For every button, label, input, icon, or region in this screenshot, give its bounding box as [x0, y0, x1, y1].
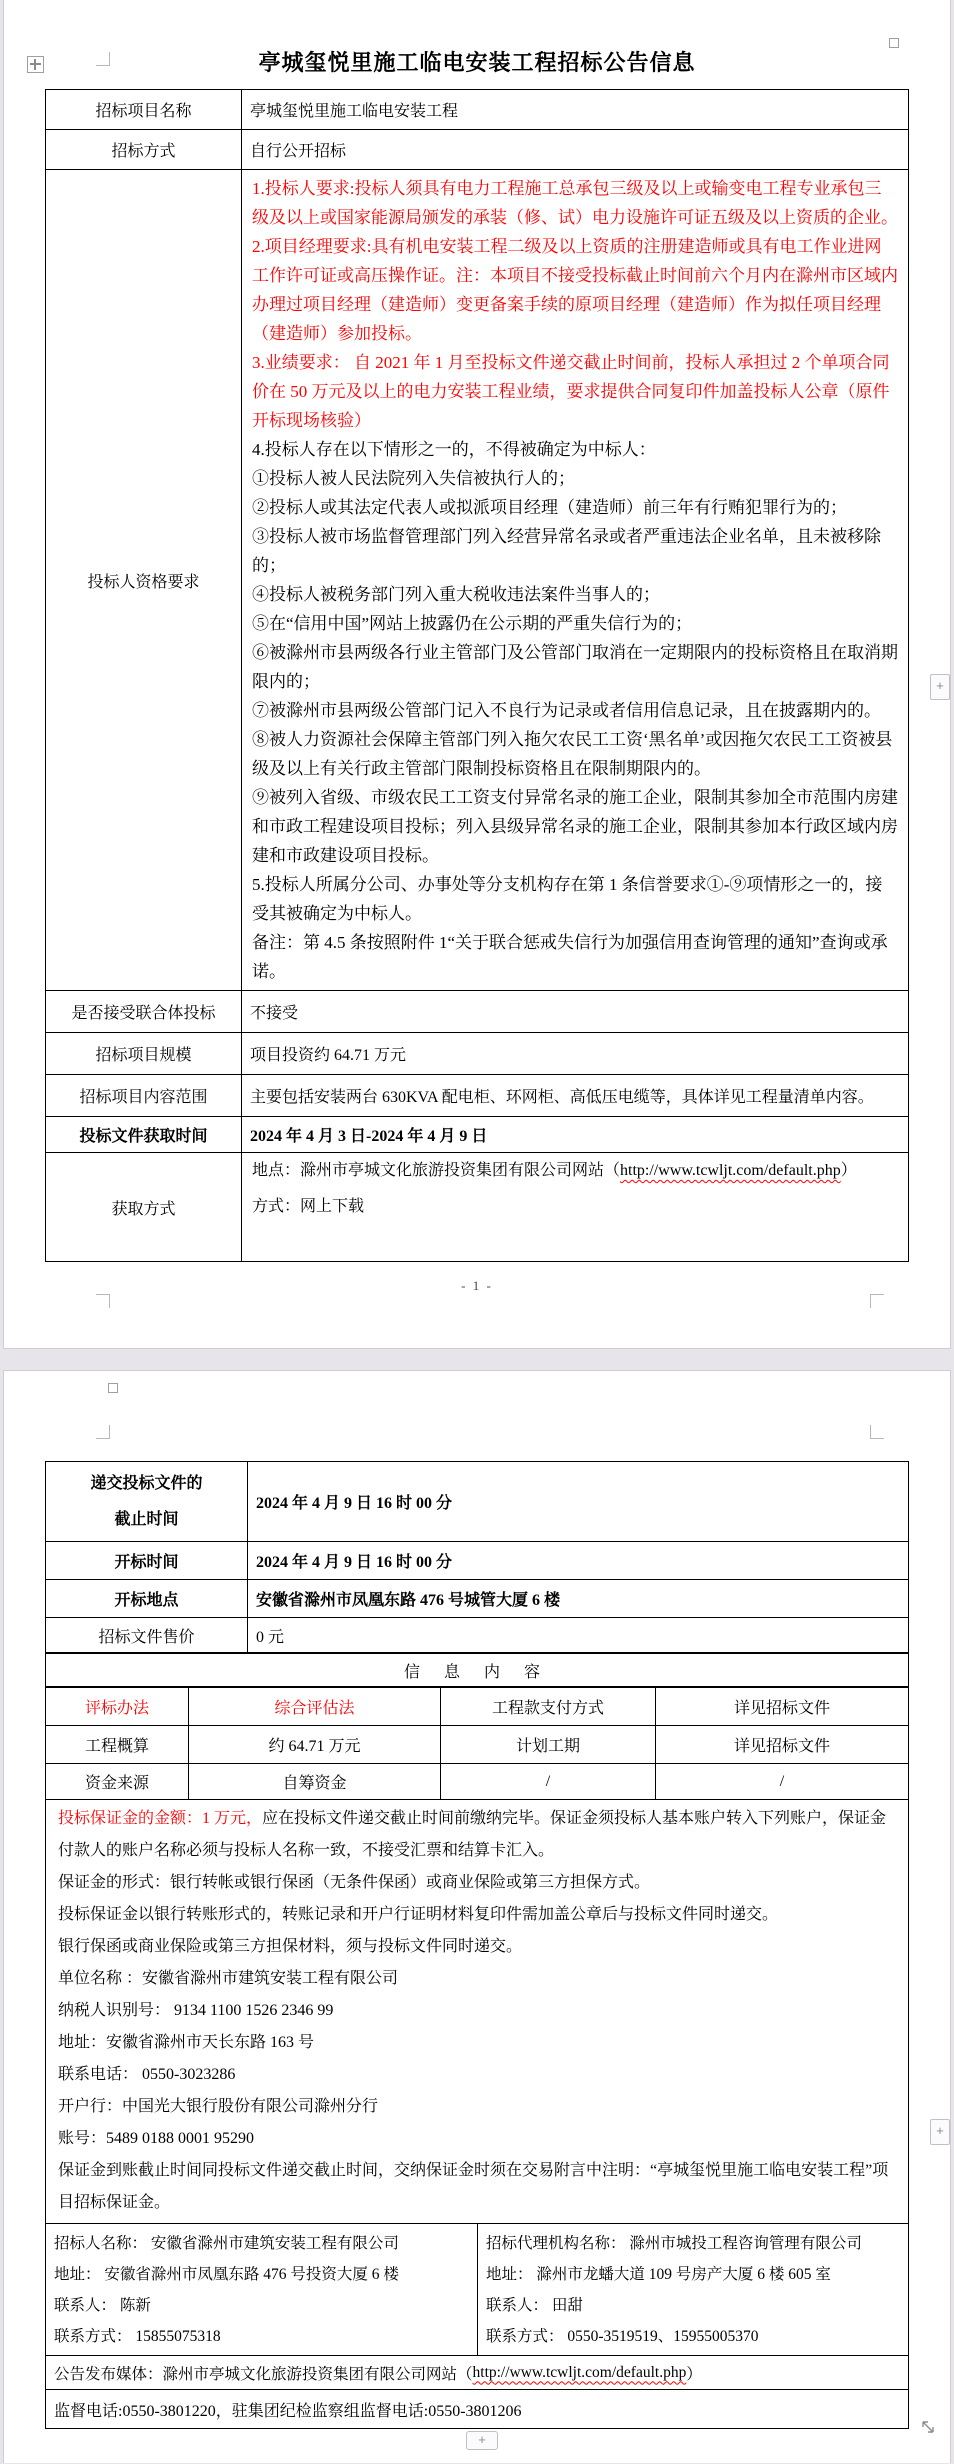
deposit-paragraph: 单位名称 ：安徽省滁州市建筑安装工程有限公司: [58, 1970, 399, 1987]
table-row: [46, 1580, 908, 1618]
deposit-paragraph: 保证金到账截止时间同投标文件递交截止时间，交纳保证金时须在交易附言中注明：“亭城玺悦里施工临电安装工程”项目招标保证金。: [58, 2162, 889, 2211]
deposit-amount: 投标保证金的金额：1 万元，: [58, 1810, 263, 1827]
agency-contact-line: 招标代理机构名称： 滁州市城投工程咨询管理有限公司: [486, 2235, 862, 2252]
margin-corner-mark: [96, 1294, 110, 1308]
deposit-paragraph: 开户行：中国光大银行股份有限公司滁州分行: [58, 2098, 379, 2115]
table-row: [46, 1618, 908, 1654]
qualification-item: ⑦被滁州市县两级公管部门记入不良行为记录或者信用信息记录，且在披露期内的。: [252, 701, 881, 720]
fund-slash: /: [441, 1764, 656, 1799]
row-label: 开标时间: [46, 1542, 248, 1579]
table-row-contacts: [46, 2224, 908, 2356]
row-label: 招标项目内容范围: [46, 1075, 242, 1116]
table-row: [46, 130, 908, 170]
media-url-link[interactable]: http://www.tcwljt.com/default.php: [472, 2363, 687, 2381]
deposit-paragraph: 投标保证金以银行转账形式的，转账记录和开户行证明材料复印件需加盖公章后与投标文件同时递交。: [58, 1906, 779, 1923]
row-value: 不接受: [250, 1005, 299, 1022]
row-label-text: 递交投标文件的截止时间: [90, 1474, 203, 1528]
payment-method-label: 工程款支付方式: [441, 1688, 656, 1725]
margin-corner-mark: [96, 1425, 110, 1439]
margin-corner-mark: [96, 52, 110, 66]
margin-corner-mark: [870, 1294, 884, 1308]
qualification-item: ⑤在“信用中国”网站上披露仍在公示期的严重失信行为的；: [252, 614, 693, 633]
row-value: 2024 年 4 月 9 日 16 时 00 分: [256, 1495, 453, 1512]
qualification-text: [242, 170, 908, 990]
deposit-paragraph: 地址：安徽省滁州市天长东路 163 号: [58, 2034, 315, 2051]
media-prefix: 公告发布媒体：滁州市亭城文化旅游投资集团有限公司网站（: [54, 2365, 473, 2383]
table-resize-handle[interactable]: [889, 38, 899, 48]
table-row-deposit: [46, 1800, 908, 2224]
obtain-location-suffix: ）: [840, 1162, 857, 1179]
table-anchor-handle[interactable]: [108, 1383, 118, 1393]
row-label: 投标文件获取时间: [46, 1117, 242, 1152]
deposit-text: [46, 1800, 908, 2223]
fund-value: 自筹资金: [189, 1764, 441, 1799]
supervision-text: 监督电话:0550-3801220，驻集团纪检监察组监督电话:0550-3801206: [54, 2402, 522, 2420]
row-label: 招标文件售价: [46, 1618, 248, 1652]
qualification-item: ③投标人被市场监督管理部门列入经营异常名录或者严重违法企业名单，且未被移除的；: [252, 527, 881, 575]
table-row: [46, 1726, 908, 1764]
row-value: 主要包括安装两台 630KVA 配电柜、环网柜、高低压电缆等，具体详见工程量清单内容。: [250, 1089, 874, 1106]
bidder-contact-line: 联系方式： 15855075318: [54, 2328, 221, 2345]
obtain-location-prefix: 地点：滁州市亭城文化旅游投资集团有限公司网站（: [252, 1162, 621, 1179]
obtain-text: [242, 1153, 908, 1261]
table-row: [46, 1688, 908, 1726]
deposit-intro-rest: 应在投标文件递交截止时间前缴纳完毕。保证金须投标人基本账户转入下列账户，保证金付款人的账户名称必须与投标人名称一致，不接受汇票和结算卡汇入。: [58, 1810, 887, 1859]
deposit-paragraph: 联系电话： 0550-3023286: [58, 2066, 236, 2083]
obtain-method-line: 方式：网上下载: [252, 1198, 365, 1215]
page-number: - 1 -: [461, 1278, 493, 1293]
budget-label: 工程概算: [46, 1726, 189, 1763]
qualification-item: ②投标人或其法定代表人或拟派项目经理（建造师）前三年有行贿犯罪行为的；: [252, 498, 847, 517]
media-text: [46, 2356, 908, 2389]
qualification-item: ⑥被滁州市县两级各行业主管部门及公管部门取消在一定期限内的投标资格且在取消期限内的；: [252, 643, 898, 691]
row-value: 亭城玺悦里施工临电安装工程: [250, 103, 459, 120]
tender-announcement-table: [45, 89, 909, 1262]
agency-contact-line: 联系人： 田甜: [486, 2297, 583, 2314]
media-suffix: ）: [686, 2365, 702, 2383]
table-row: [46, 1075, 908, 1117]
fund-slash: /: [779, 1772, 785, 1790]
qualification-item: 2.项目经理要求:具有机电安装工程二级及以上资质的注册建造师或具有电工作业进网工作许可证或高压操作证。注：本项目不接受投标截止时间前六个月内在滁州市区域内办理过项目经理（建造师）变更备案手续的原项目经理（建造师）作为拟任项目经理（建造师）参加投标。: [252, 237, 898, 343]
row-value: 2024 年 4 月 3 日-2024 年 4 月 9 日: [250, 1128, 488, 1145]
row-label: 是否接受联合体投标: [46, 991, 242, 1032]
eval-method-label: 评标办法: [46, 1688, 189, 1725]
fund-label: 资金来源: [46, 1764, 189, 1799]
row-label: 招标方式: [46, 130, 242, 169]
deposit-paragraphs: [58, 1867, 896, 2219]
qualification-red-list: [252, 174, 898, 435]
document-page-1: [3, 0, 951, 1349]
row-value: 项目投资约 64.71 万元: [250, 1047, 407, 1064]
qualification-item: 备注：第 4.5 条按照附件 1“关于联合惩戒失信行为加强信用查询管理的通知”查询或承诺。: [252, 933, 888, 981]
table-row-media: [46, 2356, 908, 2390]
row-value: 2024 年 4 月 9 日 16 时 00 分: [256, 1554, 453, 1571]
bidder-contact-line: 联系人： 陈新: [54, 2297, 151, 2314]
agency-contact-line: 联系方式： 0550-3519519、15955005370: [486, 2328, 759, 2345]
qualification-item: ①投标人被人民法院列入失信被执行人的；: [252, 469, 575, 488]
qualification-item: 5.投标人所属分公司、办事处等分支机构存在第 1 条信誉要求①-⑨项情形之一的，接受其被确定为中标人。: [252, 875, 883, 923]
payment-method-value: 详见招标文件: [733, 1700, 830, 1717]
row-label: 招标项目名称: [46, 90, 242, 129]
row-label: 投标人资格要求: [46, 170, 242, 990]
resize-corner-icon[interactable]: [918, 2417, 938, 2442]
row-value: 安徽省滁州市凤凰东路 476 号城管大厦 6 楼: [256, 1592, 561, 1609]
qualification-item: ⑧被人力资源社会保障主管部门列入拖欠农民工工资‘黑名单’或因拖欠农民工工资被县级及以上有关行政主管部门限制投标资格且在限制期限内的。: [252, 730, 893, 778]
page-title: 亭城玺悦里施工临电安装工程招标公告信息: [258, 50, 696, 75]
deposit-paragraph: 纳税人识别号： 9134 1100 1526 2346 99: [58, 2002, 334, 2019]
table-row: [46, 1462, 908, 1542]
table-row: [46, 991, 908, 1033]
qualification-item: ⑨被列入省级、市级农民工工资支付异常名录的施工企业，限制其参加全市范围内房建和市政工程建设项目投标；列入县级异常名录的施工企业，限制其参加本行政区域内房建和市政建设项目投标。: [252, 788, 898, 865]
table-move-handle-icon[interactable]: [27, 56, 44, 73]
schedule-value: 详见招标文件: [733, 1738, 830, 1755]
document-page-2: [3, 1370, 951, 2463]
table-row: [46, 1764, 908, 1800]
table-row-qualification: [46, 170, 908, 991]
row-label: 开标地点: [46, 1580, 248, 1617]
agency-contact-line: 地址： 滁州市龙蟠大道 109 号房产大厦 6 楼 605 室: [486, 2266, 831, 2283]
table-row: [46, 1542, 908, 1580]
margin-corner-mark: [870, 1425, 884, 1439]
bidder-contact-block: [46, 2224, 478, 2355]
qualification-item: ④投标人被税务部门列入重大税收违法案件当事人的；: [252, 585, 660, 604]
table-row: [46, 90, 908, 130]
agency-contact-block: [478, 2224, 908, 2355]
row-label: 获取方式: [46, 1153, 242, 1261]
insert-row-plus-button[interactable]: +: [930, 674, 950, 700]
table-row: [46, 1117, 908, 1153]
table-row-info-header: [46, 1654, 908, 1688]
budget-value: 约 64.71 万元: [189, 1726, 441, 1763]
eval-method-value: 综合评估法: [189, 1688, 441, 1725]
deposit-intro: [58, 1803, 896, 1867]
deposit-paragraph: 保证金的形式：银行转帐或银行保函（无条件保函）或商业保险或第三方担保方式。: [58, 1874, 651, 1891]
document-url-link[interactable]: http://www.tcwljt.com/default.php: [620, 1162, 841, 1179]
qualification-black-list: [252, 435, 898, 986]
bidder-contact-line: 地址： 安徽省滁州市凤凰东路 476 号投资大厦 6 楼: [54, 2266, 399, 2283]
table-row: [46, 1033, 908, 1075]
qualification-item: 3.业绩要求： 自 2021 年 1 月至投标文件递交截止时间前，投标人承担过 2 个单项合同价在 50 万元及以上的电力安装工程业绩，要求提供合同复印件加盖投标人公章（原件开标现场核验）: [252, 353, 890, 430]
obtain-location-line: [252, 1153, 898, 1189]
row-label: 招标项目规模: [46, 1033, 242, 1074]
bidder-contact-line: 招标人名称： 安徽省滁州市建筑安装工程有限公司: [54, 2235, 399, 2252]
row-value: 0 元: [256, 1628, 285, 1646]
insert-row-plus-button[interactable]: +: [930, 2119, 950, 2145]
row-value: 自行公开招标: [250, 143, 347, 160]
row-label: [46, 1462, 248, 1541]
tender-info-table-page2: [45, 1461, 909, 2429]
deposit-paragraph: 银行保函或商业保险或第三方担保材料，须与投标文件同时递交。: [58, 1938, 523, 1955]
schedule-label: 计划工期: [441, 1726, 656, 1763]
table-row-supervision: [46, 2390, 908, 2428]
qualification-item: 1.投标人要求:投标人须具有电力工程施工总承包三级及以上或输变电工程专业承包三级及以上或国家能源局颁发的承装（修、试）电力设施许可证五级及以上资质的企业。: [252, 179, 898, 227]
add-row-plus-button[interactable]: +: [466, 2431, 498, 2450]
deposit-paragraph: 账号：5489 0188 0001 95290: [58, 2130, 255, 2147]
table-row-obtain: [46, 1153, 908, 1261]
qualification-item: 4.投标人存在以下情形之一的，不得被确定为中标人：: [252, 440, 656, 459]
info-content-header: 信 息 内 容: [403, 1663, 550, 1681]
